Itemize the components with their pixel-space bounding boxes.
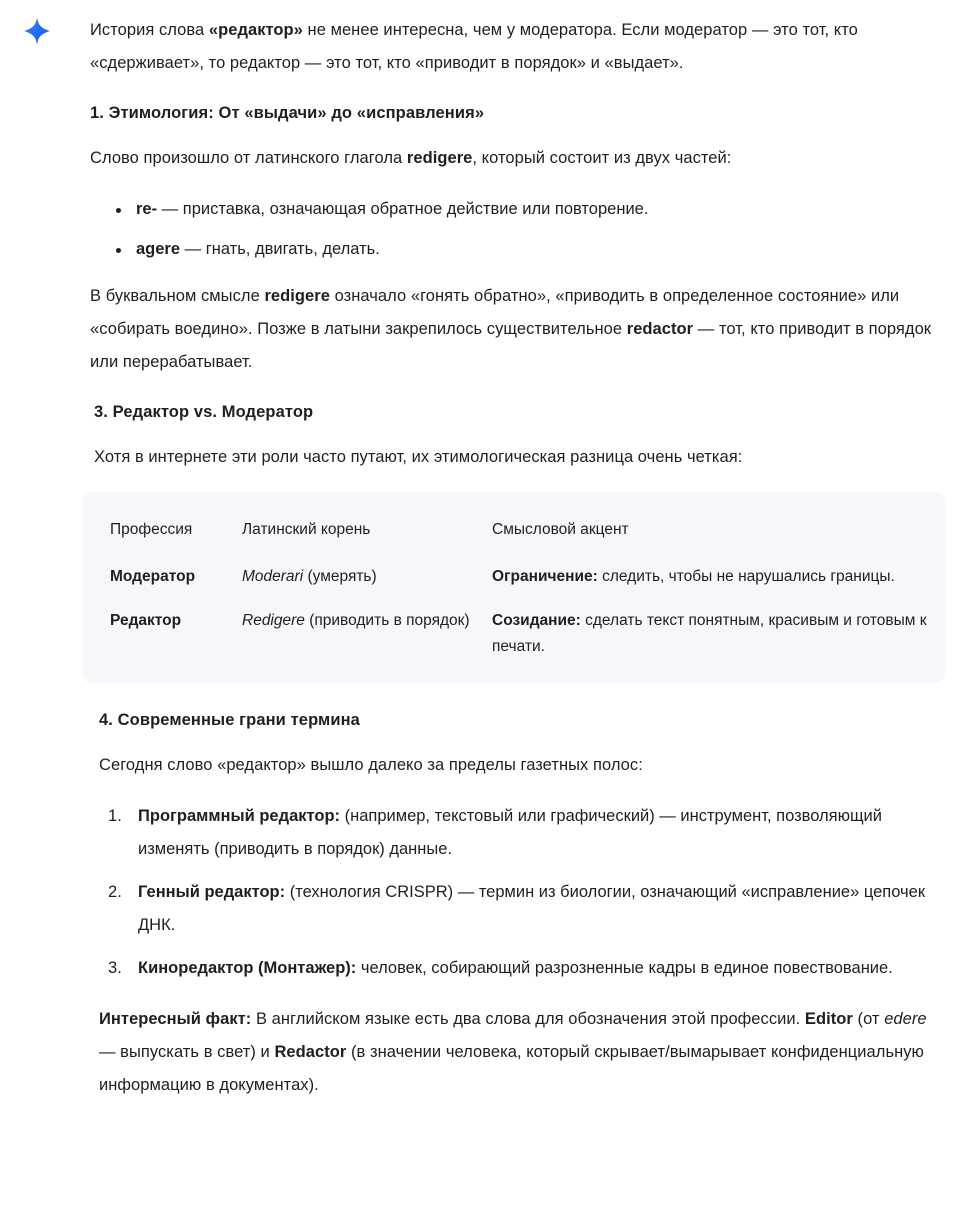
- ordered-term-kinoredaktor: Кинoредактор (Монтажер):: [138, 959, 357, 977]
- table-header-meaning-accent: Смысловой акцент: [492, 521, 629, 538]
- section-4-intro: Сегодня слово «редактор» вышло далеко за пределы газетных полос:: [99, 756, 643, 774]
- section-1-body-text-2: означало «гонять обратно», «приводить в определенное состояние» или «собирать воедино». Позже в латыни закрепилось существительное: [90, 287, 900, 338]
- section-3-intro: Хотя в интернете эти роли часто путают, их этимологическая разница очень четкая:: [94, 448, 743, 466]
- section-1-body-text-3: — тот, кто приводит в порядок или перерабатывает.: [90, 320, 932, 371]
- list-item: [90, 193, 946, 226]
- footnote-text-3: — выпускать в свет) и: [99, 1043, 275, 1061]
- modern-meanings-list: [90, 800, 946, 985]
- list-item: [90, 800, 946, 866]
- comparison-table-container: [82, 492, 946, 683]
- footnote-text-2: (от: [852, 1010, 885, 1028]
- table-cell-profession-redactor: Редактор: [110, 612, 182, 629]
- table-cell-profession-moderator: Модератор: [110, 568, 196, 585]
- section-1-body-text-1: В буквальном смысле: [90, 287, 265, 305]
- section-1-bold-redigere: redigere: [406, 149, 473, 167]
- interesting-fact-paragraph: [99, 1003, 946, 1102]
- comparison-table: [82, 508, 946, 669]
- intro-bold-redaktor: «редактор»: [208, 21, 303, 39]
- table-header-profession: Профессия: [110, 521, 193, 538]
- intro-paragraph: [90, 14, 946, 80]
- sparkle-icon: [20, 14, 54, 48]
- ordered-term-gennyy: Генный редактор:: [138, 883, 286, 901]
- footnote-bold-editor: Editor: [804, 1010, 853, 1028]
- table-row: [82, 599, 946, 669]
- response-body: [90, 0, 946, 1102]
- intro-text-1: История слова: [90, 21, 209, 39]
- section-1-body: [90, 280, 946, 379]
- ordered-term-programmnyy: Программный редактор:: [138, 807, 341, 825]
- section-1-body-bold-redactor: redactor: [626, 320, 694, 338]
- footnote-italic-edere: edere: [884, 1010, 927, 1028]
- accent-rest-redactor: сделать текст понятным, красивым и готовым к печати.: [492, 612, 927, 655]
- ordered-desc-gennyy: (технология CRISPR) — термин из биологии, означающий «исправление» цепочек ДНК.: [138, 883, 926, 934]
- accent-bold-ogranichenie: Ограничение:: [492, 568, 598, 585]
- section-3-heading: 3. Редактор vs. Модератор: [94, 403, 314, 421]
- bullet-desc-re: — приставка, означающая обратное действие или повторение.: [157, 200, 649, 218]
- table-cell-accent-redactor: [492, 599, 946, 669]
- table-cell-root-moderari: [242, 555, 492, 599]
- root-italic-moderari: Moderari: [242, 568, 304, 585]
- list-item: [90, 876, 946, 942]
- bullet-term-re: re-: [136, 200, 158, 218]
- section-1-intro: [90, 142, 946, 175]
- footnote-bold-redactor: Redactor: [274, 1043, 347, 1061]
- footnote-text-4: (в значении человека, который скрывает/вымарывает конфиденциальную информацию в документах).: [99, 1043, 924, 1094]
- section-1-intro-text-2: , который состоит из двух частей:: [472, 149, 732, 167]
- accent-bold-sozidanie: Созидание:: [492, 612, 581, 629]
- accent-rest-moderator: следить, чтобы не нарушались границы.: [597, 568, 895, 585]
- footnote-text-1: В английском языке есть два слова для обозначения этой профессии.: [251, 1010, 805, 1028]
- table-header-row: [82, 508, 946, 555]
- etymology-bullet-list: [90, 193, 946, 266]
- bullet-term-agere: agere: [136, 240, 181, 258]
- section-1-intro-text-1: Слово произошло от латинского глагола: [90, 149, 407, 167]
- section-1-body-bold-redigere: redigere: [264, 287, 330, 305]
- table-cell-root-redigere: [242, 599, 492, 669]
- table-header-latin-root: Латинский корень: [242, 521, 371, 538]
- intro-text-2: не менее интересна, чем у модератора. Если модератор — это тот, кто «сдерживает», то редактор — это тот, кто «приводит в порядок» и «выдает».: [90, 21, 858, 72]
- ordered-desc-kinoredaktor: человек, собирающий разрозненные кадры в единое повествование.: [356, 959, 893, 977]
- list-item: [90, 952, 946, 985]
- section-4-heading: 4. Современные грани термина: [99, 711, 360, 729]
- table-row: [82, 555, 946, 599]
- table-cell-accent-moderator: [492, 555, 946, 599]
- list-item: [90, 233, 946, 266]
- footnote-bold-fakt: Интересный факт:: [99, 1010, 252, 1028]
- section-1-heading: 1. Этимология: От «выдачи» до «исправления»: [90, 104, 485, 122]
- root-rest-redigere: (приводить в порядок): [304, 612, 470, 629]
- ordered-desc-programmnyy: (например, текстовый или графический) — инструмент, позволяющий изменять (приводить в порядок) данные.: [138, 807, 882, 858]
- bullet-desc-agere: — гнать, двигать, делать.: [180, 240, 380, 258]
- root-italic-redigere: Redigere: [242, 612, 305, 629]
- root-rest-moderari: (умерять): [303, 568, 377, 585]
